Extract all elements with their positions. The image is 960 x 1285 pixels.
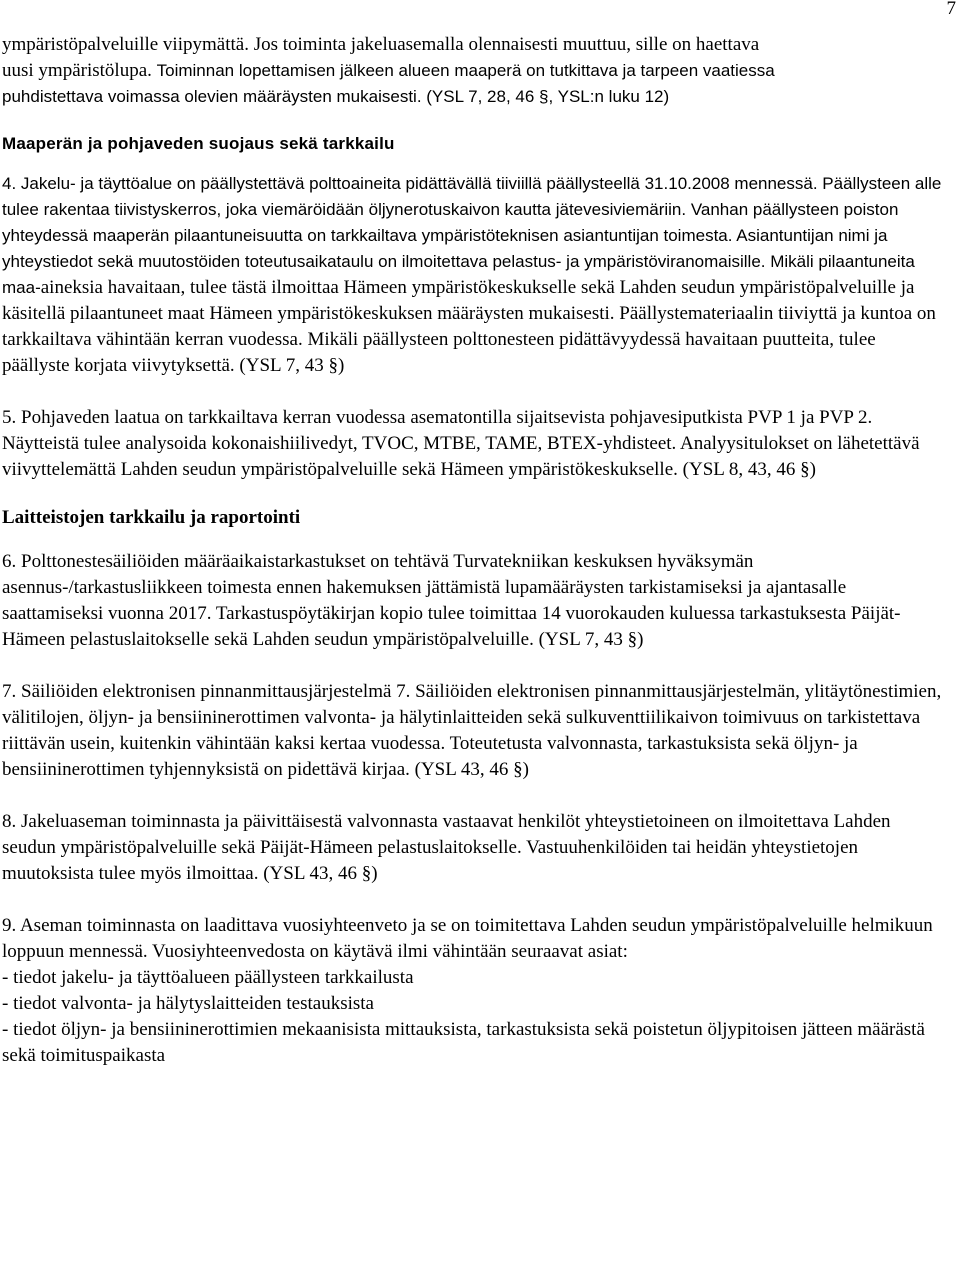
intro-line: puhdistettava voimassa olevien määräysten mukaisesti. (YSL 7, 28, 46 §, YSL:n luku 12) [2, 87, 670, 106]
paragraph-4-serif: aineksia havaitaan, tulee tästä ilmoittaa Hämeen ympäristökeskukselle sekä Lahden seudun ympäristöpalveluille ja käsitellä pilaantuneet maat Hämeen ympäristökeskuksen määräysten mukaisesti. Päällystemateriaalin tiiviyttä ja kuntoa on tarkkailtava vähintään kerran vuodessa. Mikäli päällysteen polttonesteen pidättävyydessä havaitaan puutteita, tulee päällyste korjata viivytyksettä. (YSL 7, 43 §) [2, 277, 936, 376]
paragraph-8: 8. Jakeluaseman toiminnasta ja päivittäisestä valvonnasta vastaavat henkilöt yhteystietoineen on ilmoitettava Lahden seudun ympäristöpalveluille sekä Päijät-Hämeen pelastuslaitokselle. Vastuuhenkilöiden tai heidän yhteystietojen muutoksista tulee myös ilmoittaa. (YSL 43, 46 §) [2, 811, 891, 884]
list-item: - tiedot valvonta- ja hälytyslaitteiden testauksista [2, 993, 374, 1014]
section-heading-soil-groundwater: Maaperän ja pohjaveden suojaus sekä tarkkailu [2, 134, 395, 153]
intro-line [2, 58, 946, 84]
paragraph-5: 5. Pohjaveden laatua on tarkkailtava kerran vuodessa asematontilla sijaitsevista pohjavesiputkista PVP 1 ja PVP 2. Näytteistä tulee analysoida kokonaishiilivedyt, TVOC, MTBE, TAME, BTEX-yhdisteet. Analyysitulokset on lähetettävä viivyttelemättä Lahden seudun ympäristöpalveluille sekä Hämeen ympäristökeskukselle. (YSL 8, 43, 46 §) [2, 407, 920, 480]
intro-text: Toiminnan lopettamisen jälkeen alueen maaperä on tutkittava ja tarpeen vaatiessa [156, 61, 775, 80]
paragraph-9: 9. Aseman toiminnasta on laadittava vuosiyhteenveto ja se on toimitettava Lahden seudun ympäristöpalveluille helmikuun loppuun mennessä. Vuosiyhteenvedosta on käytävä ilmi vähintään seuraavat asiat: [2, 915, 933, 962]
paragraph-4-sans: 4. Jakelu- ja täyttöalue on päällystettävä polttoaineita pidättävällä tiiviillä päällysteellä 31.10.2008 mennessä. Päällysteen alle tulee rakentaa tiivistyskerros, joka viemäröidään öljynerotuskaivon kautta jätevesiviemäriin. Vanhan päällysteen poiston yhteydessä maaperän pilaantuneisuutta on tarkkailtava ympäristöteknisen asiantuntijan toimesta. Asiantuntijan nimi ja yhteystiedot sekä muutostöiden toteutusaikataulu on ilmoitettava pelastus- ja ympäristöviranomaisille. Mikäli pilaantuneita maa- [2, 174, 942, 297]
list-item: - tiedot jakelu- ja täyttöalueen päällysteen tarkkailusta [2, 967, 414, 988]
intro-line: ympäristöpalveluille viipymättä. Jos toiminta jakeluasemalla olennaisesti muuttuu, sille on haettava [2, 34, 760, 55]
summary-list [2, 965, 946, 1069]
paragraph-4 [2, 171, 946, 379]
intro-paragraph [2, 32, 946, 110]
document-body [0, 32, 946, 1069]
intro-text: uusi ympäristölupa. [2, 60, 157, 81]
paragraph-6: 6. Polttonestesäiliöiden määräaikaistarkastukset on tehtävä Turvatekniikan keskuksen hyväksymän asennus-/tarkastusliikkeen toimesta ennen hakemuksen jättämistä lupamääräysten tarkistamiseksi ja ajantasalle saattamiseksi vuonna 2017. Tarkastuspöytäkirjan kopio tulee toimittaa 14 vuorokauden kuluessa tarkastuksesta Päijät-Hämeen pelastuslaitokselle sekä Lahden seudun ympäristöpalveluille. (YSL 7, 43 §) [2, 551, 901, 650]
section-heading-equipment: Laitteistojen tarkkailu ja raportointi [2, 507, 301, 528]
page-number: 7 [946, 0, 956, 19]
paragraph-7: 7. Säiliöiden elektronisen pinnanmittausjärjestelmä 7. Säiliöiden elektronisen pinnanmittausjärjestelmän, ylitäytönestimien, välitilojen, öljyn- ja bensiininerottimen valvonta- ja hälytinlaitteiden sekä sulkuventtiilikaivon toimivuus on tarkistettava riittävän usein, kuitenkin vähintään kaksi kertaa vuodessa. Toteutetusta valvonnasta, tarkastuksista sekä öljyn- ja bensiininerottimen tyhjennyksistä on pidettävä kirjaa. (YSL 43, 46 §) [2, 681, 942, 780]
list-item: - tiedot öljyn- ja bensiininerottimien mekaanisista mittauksista, tarkastuksista sekä poistetun öljypitoisen jätteen määrästä sekä toimituspaikasta [2, 1019, 925, 1066]
